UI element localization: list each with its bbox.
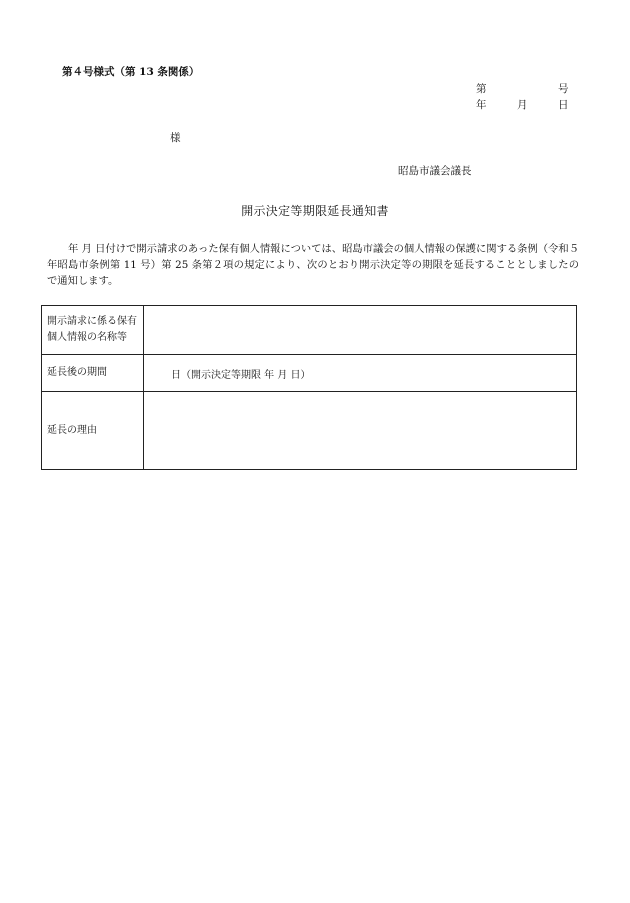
form-number: 第４号様式（第 13 条関係）	[62, 66, 200, 78]
document-number-suffix: 号	[558, 83, 569, 95]
row-value-target-info	[144, 306, 577, 355]
row-value-extension-reason	[144, 392, 577, 470]
document-title: 開示決定等期限延長通知書	[241, 204, 389, 218]
row-label-extended-period: 延長後の期間	[42, 355, 144, 392]
row-value-extended-period: 日（開示決定等期限 年 月 日）	[144, 355, 577, 392]
table-row	[42, 306, 577, 355]
date-day-label: 日	[558, 99, 569, 111]
info-table	[41, 305, 577, 470]
row-label-extension-reason: 延長の理由	[42, 392, 144, 470]
date-month-label: 月	[517, 99, 528, 111]
row-label-target-info: 開示請求に係る保有個人情報の名称等	[42, 306, 144, 355]
body-paragraph: 年 月 日付けで開示請求のあった保有個人情報については、昭島市議会の個人情報の保護に関する条例（令和５年昭島市条例第 11 号）第 25 条第２項の規定により、次のとおり開示決定等の期限を延長することとしましたので通知します。	[47, 243, 579, 287]
document-number-prefix: 第	[476, 83, 487, 95]
table-row	[42, 355, 577, 392]
recipient-suffix: 様	[170, 132, 181, 144]
sender: 昭島市議会議長	[398, 165, 472, 177]
date-year-label: 年	[476, 99, 487, 111]
table-row	[42, 392, 577, 470]
